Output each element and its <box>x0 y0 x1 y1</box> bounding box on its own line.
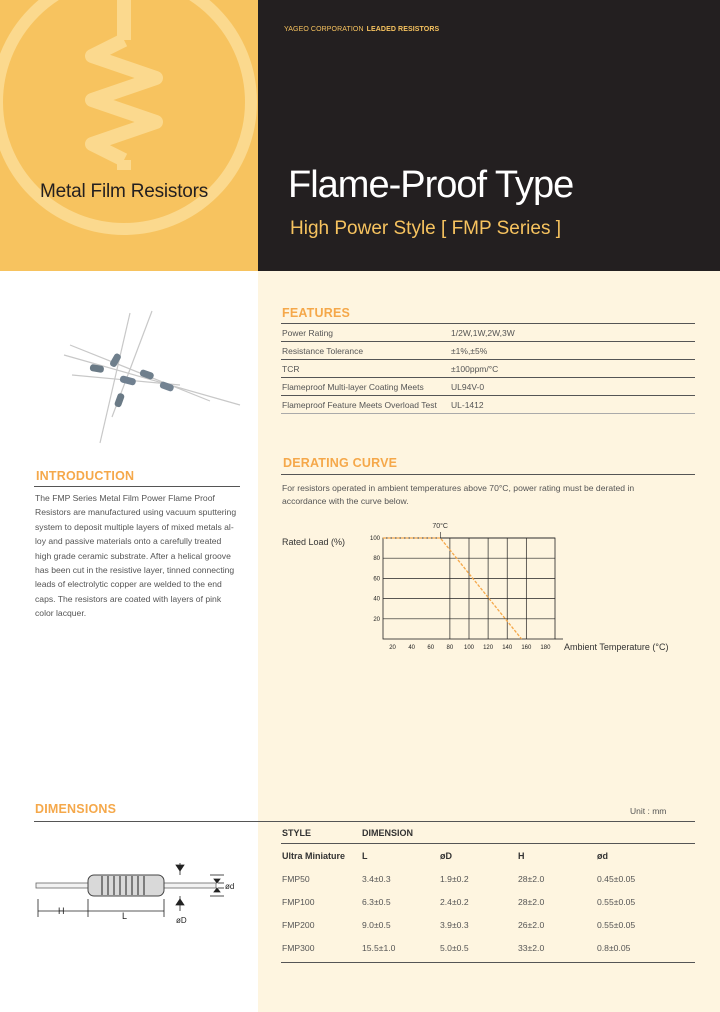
unit-label: Unit : mm <box>630 806 667 816</box>
x-tick-label: 80 <box>446 645 454 651</box>
derating-curve-line <box>383 538 522 639</box>
feature-value: UL-1412 <box>449 396 695 414</box>
text-line: has been cut in the resistive layer, tinned connecting <box>35 565 235 576</box>
x-tick-label: 20 <box>389 645 396 651</box>
style-header: STYLE <box>282 828 312 838</box>
subheader-d: øD <box>440 851 452 861</box>
chart-grid <box>383 532 563 639</box>
introduction-text <box>35 491 245 621</box>
introduction-title: INTRODUCTION <box>36 469 135 483</box>
y-tick-label: 60 <box>373 576 380 583</box>
chart-marks <box>370 536 551 651</box>
x-tick-label: 120 <box>483 645 494 651</box>
table-row <box>281 378 695 396</box>
feature-label: Flameproof Feature Meets Overload Test <box>281 396 449 414</box>
y-tick-label: 40 <box>373 596 380 603</box>
divider <box>34 486 240 487</box>
y-axis-label: Rated Load (%) <box>282 537 346 547</box>
dimension-header: DIMENSION <box>362 828 414 838</box>
dimension-value-cell: 3.9±0.3 <box>440 920 469 930</box>
dimension-style-cell: FMP200 <box>282 920 315 930</box>
x-tick-label: 180 <box>540 645 551 651</box>
text-line: loy and passive materials onto a carefully treated <box>35 536 222 547</box>
dimension-value-cell: 0.55±0.05 <box>597 897 636 907</box>
product-family-label: Metal Film Resistors <box>40 181 209 202</box>
subheader-style: Ultra Miniature <box>282 851 346 861</box>
dimension-value-cell: 0.45±0.05 <box>597 874 636 884</box>
dimension-value-cell: 33±2.0 <box>518 943 545 953</box>
dimension-style-cell: FMP300 <box>282 943 315 953</box>
divider <box>281 962 695 963</box>
text-line: Resistors are manufactured using vacuum sputtering <box>35 507 237 518</box>
dimension-value-cell: 5.0±0.5 <box>440 943 469 953</box>
y-tick-label: 80 <box>373 556 380 563</box>
dimension-value-cell: 0.8±0.05 <box>597 943 631 953</box>
feature-value: UL94V-0 <box>449 378 695 396</box>
features-table <box>281 323 695 414</box>
x-tick-label: 60 <box>427 645 435 651</box>
header-left-panel <box>0 0 258 271</box>
page-subtitle: High Power Style [ FMP Series ] <box>290 218 562 239</box>
feature-label: Power Rating <box>281 324 449 342</box>
feature-label: TCR <box>281 360 449 378</box>
divider <box>34 821 695 822</box>
temperature-annotation: 70°C <box>432 523 448 530</box>
table-row <box>281 342 695 360</box>
text-line: caps. The resistors are coated with layers of pink <box>35 593 222 604</box>
dimension-value-cell: 1.9±0.2 <box>440 874 469 884</box>
dimensions-title: DIMENSIONS <box>35 802 117 816</box>
divider <box>281 474 695 475</box>
x-tick-label: 100 <box>463 645 475 651</box>
text-line: The FMP Series Metal Film Power Flame Proof <box>35 493 215 503</box>
text-line: For resistors operated in ambient temperatures above 70°C, power rating must be derated in <box>282 483 635 493</box>
table-row <box>281 324 695 342</box>
dimension-value-cell: 9.0±0.5 <box>362 920 391 930</box>
text-line: leads of electrolytic copper are welded to the end <box>35 579 222 590</box>
drawing-label-h: H <box>58 906 65 916</box>
dimension-value-cell: 28±2.0 <box>518 897 545 907</box>
table-row <box>281 396 695 414</box>
subheader-lead-d: ød <box>597 851 608 861</box>
derating-title: DERATING CURVE <box>283 456 398 470</box>
text-line: high grade ceramic substrate. After a helical groove <box>35 550 231 561</box>
feature-label: Flameproof Multi-layer Coating Meets <box>281 378 449 396</box>
feature-value: ±1%,±5% <box>449 342 695 360</box>
page-title: Flame-Proof Type <box>288 164 574 206</box>
dimension-value-cell: 2.4±0.2 <box>440 897 469 907</box>
subheader-l: L <box>362 851 368 861</box>
dimension-value-cell: 3.4±0.3 <box>362 874 391 884</box>
resistors-photo <box>60 305 250 445</box>
dimension-value-cell: 28±2.0 <box>518 874 545 884</box>
drawing-label-lead-d: ød <box>225 882 235 891</box>
x-tick-label: 160 <box>521 645 532 651</box>
drawing-label-l: L <box>122 911 128 921</box>
resistor-logo-icon <box>0 0 258 271</box>
drawing-label-body-d: øD <box>176 916 187 925</box>
company-name: YAGEO CORPORATION <box>284 26 364 33</box>
divider <box>281 843 695 844</box>
dimension-value-cell: 26±2.0 <box>518 920 545 930</box>
text-line: system to deposit multiple layers of mixed metals al- <box>35 521 234 532</box>
x-tick-label: 140 <box>502 645 513 651</box>
dimension-value-cell: 15.5±1.0 <box>362 943 396 953</box>
dimension-style-cell: FMP50 <box>282 874 310 884</box>
derating-chart <box>280 515 680 660</box>
derating-text <box>282 482 682 508</box>
dimension-value-cell: 6.3±0.5 <box>362 897 391 907</box>
y-tick-label: 20 <box>373 616 380 623</box>
feature-value: 1/2W,1W,2W,3W <box>449 324 695 342</box>
y-tick-label: 100 <box>369 536 380 542</box>
subheader-h: H <box>518 851 525 861</box>
top-category-label <box>284 26 439 33</box>
text-line: color lacquer. <box>35 608 87 619</box>
resistor-dimension-drawing <box>30 855 240 935</box>
dimension-value-cell: 0.55±0.05 <box>597 920 636 930</box>
dimension-style-cell: FMP100 <box>282 897 315 907</box>
feature-label: Resistance Tolerance <box>281 342 449 360</box>
table-row <box>281 360 695 378</box>
features-title: FEATURES <box>282 306 351 320</box>
x-tick-label: 40 <box>408 645 416 651</box>
text-line: accordance with the curve below. <box>282 495 409 506</box>
feature-value: ±100ppm/°C <box>449 360 695 378</box>
x-axis-label: Ambient Temperature (°C) <box>564 642 669 652</box>
category-name: LEADED RESISTORS <box>366 26 440 33</box>
